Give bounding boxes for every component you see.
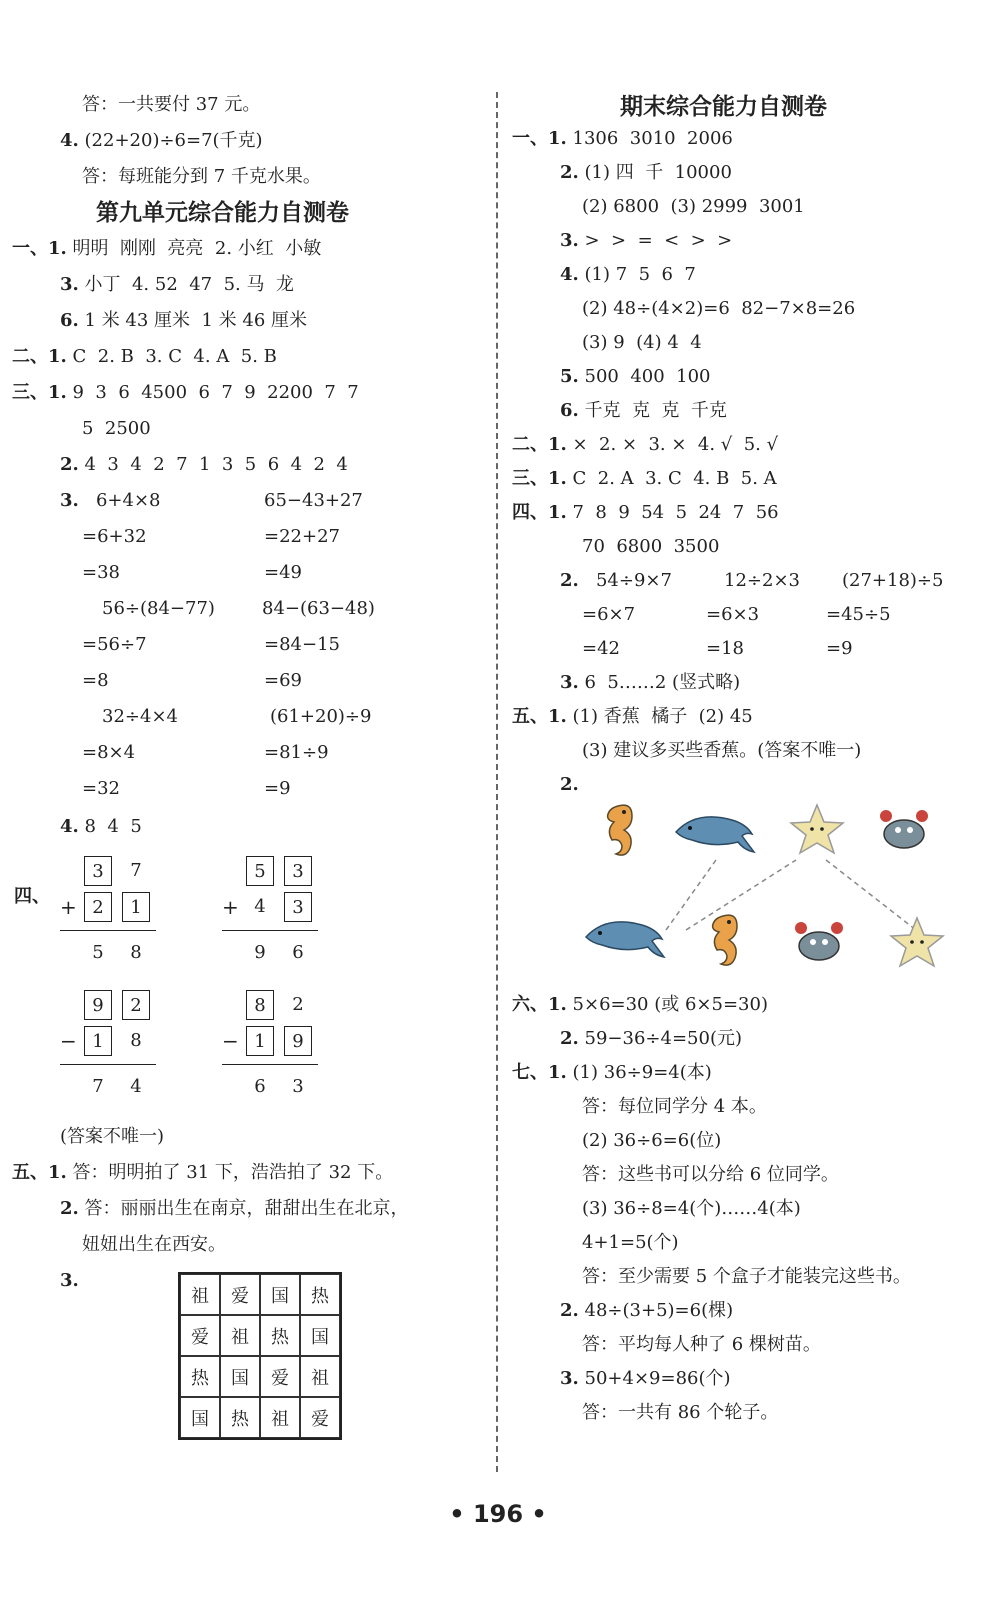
answer-text: =6×7 [582, 604, 636, 625]
question-number: 5. [560, 366, 579, 387]
answer-text: =84−15 [264, 634, 340, 655]
answer-line [60, 488, 161, 514]
vertical-problem [60, 990, 160, 1100]
answer-line [12, 236, 321, 262]
digit: 5 [92, 942, 104, 963]
answer-line [102, 704, 178, 730]
answer-line [12, 380, 359, 406]
answer-line [582, 330, 702, 356]
digit-box: 5 [246, 856, 274, 886]
answer-text: =56÷7 [82, 634, 147, 655]
answer-line [560, 262, 696, 288]
question-number: 2. [560, 1300, 579, 1321]
answer-text: (3) 建议多买些香蕉。(答案不唯一) [582, 740, 862, 761]
question-number: 四、1. [512, 502, 567, 523]
answer-text: 答：一共有 86 个轮子。 [582, 1402, 779, 1423]
answer-line [264, 488, 363, 514]
question-number: 七、1. [512, 1062, 567, 1083]
digit: 2 [292, 994, 304, 1015]
answer-text: 妞妞出生在西安。 [82, 1234, 226, 1255]
answer-line [582, 534, 719, 560]
digit-box: 1 [246, 1026, 274, 1056]
question-number: 六、1. [512, 994, 567, 1015]
answer-line [560, 1366, 731, 1392]
answer-line [826, 602, 891, 628]
question-number: 3. [560, 672, 579, 693]
answer-line [60, 452, 348, 478]
question-number: 2. [560, 774, 579, 795]
question-number: 二、1. [12, 346, 67, 367]
answer-line [582, 738, 861, 764]
digit: 4 [254, 896, 266, 917]
answer-text: 12÷2×3 [724, 570, 800, 591]
answer-text: =6+32 [82, 526, 147, 547]
unit9-test-title: 第九单元综合能力自测卷 [96, 200, 349, 226]
answer-text: =8×4 [82, 742, 136, 763]
answer-text: 32÷4×4 [102, 706, 178, 727]
grid-cell: 国 [180, 1397, 220, 1438]
answer-text: =18 [706, 638, 744, 659]
digit-box: 2 [84, 892, 112, 922]
answer-line [582, 1332, 821, 1358]
sum-line [60, 1064, 156, 1065]
question-number: 3. [60, 274, 79, 295]
answer-line [842, 568, 943, 594]
question-number: 二、1. [512, 434, 567, 455]
digit-box: 8 [246, 990, 274, 1020]
answer-text: 59−36÷4=50(元) [584, 1028, 742, 1049]
answer-text: > > = < > > [584, 230, 733, 251]
sum-line [222, 1064, 318, 1065]
answer-line [826, 636, 853, 662]
answer-text: 千克 克 克 千克 [584, 400, 727, 421]
answer-text: 答：每班能分到 7 千克水果。 [82, 166, 321, 187]
answer-text: 65−43+27 [264, 490, 363, 511]
answer-line [512, 126, 733, 152]
digit-box: 9 [84, 990, 112, 1020]
answer-text: =9 [826, 638, 853, 659]
question-number: 五、1. [12, 1162, 67, 1183]
answer-line [582, 636, 620, 662]
answer-text: 答：丽丽出生在南京，甜甜出生在北京， [84, 1198, 409, 1219]
digit-box: 3 [284, 856, 312, 886]
answer-line [82, 524, 147, 550]
answer-text: (3) 36÷8=4(个)……4(本) [582, 1198, 801, 1219]
sum-line [60, 930, 156, 931]
answer-line [582, 1400, 778, 1426]
answer-text: 500 400 100 [584, 366, 711, 387]
operator-sign: − [222, 1029, 239, 1053]
answer-line [582, 296, 855, 322]
answer-text: (1) 四 千 10000 [584, 162, 732, 183]
answer-line [582, 1196, 801, 1222]
question-number: 3. [60, 1270, 79, 1291]
grid-cell: 爱 [180, 1315, 220, 1356]
operator-sign: − [60, 1029, 77, 1053]
answer-line [560, 160, 732, 186]
crab-icon [880, 810, 928, 848]
answer-line [264, 776, 291, 802]
answer-text: C 2. B 3. C 4. A 5. B [72, 346, 277, 367]
answer-line [82, 560, 120, 586]
answer-text: (27+18)÷5 [842, 570, 944, 591]
answer-text: 答：一共要付 37 元。 [82, 94, 261, 115]
answer-line [60, 1268, 85, 1294]
answer-text: =8 [82, 670, 109, 691]
answer-line [82, 776, 120, 802]
answer-line [60, 128, 263, 154]
answer-text: 答：至少需要 5 个盒子才能装完这些书。 [582, 1266, 911, 1287]
answer-line [82, 632, 147, 658]
operator-sign: + [222, 895, 239, 919]
answer-text: 小丁 4. 52 47 5. 马 龙 [84, 274, 294, 295]
answer-line [60, 272, 294, 298]
digit: 9 [254, 942, 266, 963]
answer-line [14, 884, 56, 910]
operator-sign: + [60, 895, 77, 919]
digit: 7 [92, 1076, 104, 1097]
answer-text: 54÷9×7 [584, 570, 672, 591]
answer-line [512, 1060, 712, 1086]
dolphin-icon [676, 817, 754, 852]
answer-text: 9 3 6 4500 6 7 9 2200 7 7 [72, 382, 359, 403]
question-number: 四、 [14, 886, 50, 907]
answer-text: =22+27 [264, 526, 340, 547]
question-number: 3. [560, 230, 579, 251]
answer-line [512, 704, 753, 730]
answer-text: (22+20)÷6=7(千克) [84, 130, 263, 151]
answer-text: 5×6=30 (或 6×5=30) [572, 994, 768, 1015]
matching-lines [666, 860, 916, 930]
question-number: 三、1. [12, 382, 67, 403]
question-number: 4. [560, 264, 579, 285]
digit: 6 [254, 1076, 266, 1097]
answer-text: 答：明明拍了 31 下，浩浩拍了 32 下。 [72, 1162, 394, 1183]
dolphin-icon [586, 922, 664, 957]
answer-line [12, 1160, 393, 1186]
answer-text: 70 6800 3500 [582, 536, 720, 557]
answer-line [560, 670, 740, 696]
answer-line [12, 344, 277, 370]
answer-line [102, 596, 215, 622]
answer-line [582, 1162, 839, 1188]
vertical-problem [222, 856, 322, 966]
answer-text: =69 [264, 670, 302, 691]
answer-text: (1) 36÷9=4(本) [572, 1062, 712, 1083]
answer-text: 答：平均每人种了 6 棵树苗。 [582, 1334, 821, 1355]
answer-line [82, 1232, 226, 1258]
answer-text: (61+20)÷9 [270, 706, 372, 727]
seahorse-icon [608, 805, 632, 855]
question-number: 6. [60, 310, 79, 331]
digit: 8 [130, 942, 142, 963]
question-number: 2. [560, 162, 579, 183]
answer-line [264, 524, 340, 550]
answer-line [560, 228, 732, 254]
answer-text: =32 [82, 778, 120, 799]
grid-cell: 祖 [180, 1274, 220, 1315]
grid-cell: 国 [220, 1356, 260, 1397]
character-grid [178, 1272, 342, 1440]
answer-line [512, 432, 778, 458]
answer-text: 4 3 4 2 7 1 3 5 6 4 2 4 [84, 454, 348, 475]
answer-text: (2) 36÷6=6(位) [582, 1130, 722, 1151]
answer-line [512, 992, 768, 1018]
answer-text: 6+4×8 [84, 490, 161, 511]
answer-line [560, 1026, 742, 1052]
answer-line [582, 602, 635, 628]
answer-text: 8 4 5 [84, 816, 142, 837]
grid-cell: 热 [220, 1397, 260, 1438]
question-number: 2. [60, 1198, 79, 1219]
answer-line [582, 194, 805, 220]
answer-text: 50+4×9=86(个) [584, 1368, 731, 1389]
answer-text: 6 5……2 (竖式略) [584, 672, 741, 693]
question-number: 一、1. [12, 238, 67, 259]
answer-line [560, 1298, 733, 1324]
answer-line [560, 364, 711, 390]
crab-icon [795, 922, 843, 960]
question-number: 2. [60, 454, 79, 475]
answer-text: 56÷(84−77) [102, 598, 215, 619]
page-number: • 196 • [449, 1500, 547, 1528]
grid-cell: 祖 [260, 1397, 300, 1438]
answer-line [60, 1196, 409, 1222]
answer-text: 4+1=5(个) [582, 1232, 679, 1253]
digit-box: 3 [284, 892, 312, 922]
starfish-icon [891, 918, 943, 966]
question-number: 五、1. [512, 706, 567, 727]
answer-line [512, 500, 779, 526]
answer-line [60, 308, 307, 334]
digit: 4 [130, 1076, 142, 1097]
grid-cell: 国 [300, 1315, 340, 1356]
answer-line [264, 740, 329, 766]
digit: 6 [292, 942, 304, 963]
answer-text: =49 [264, 562, 302, 583]
answer-line [270, 704, 371, 730]
answer-line [706, 636, 744, 662]
grid-cell: 国 [260, 1274, 300, 1315]
question-number: 三、1. [512, 468, 567, 489]
answer-text: 1306 3010 2006 [572, 128, 733, 149]
answer-text: × 2. × 3. × 4. √ 5. √ [572, 434, 779, 455]
answer-text: 5 2500 [82, 418, 151, 439]
digit: 7 [130, 860, 142, 881]
column-divider [496, 92, 498, 1472]
grid-cell: 热 [300, 1274, 340, 1315]
question-number: 3. [60, 490, 79, 511]
answer-text: =38 [82, 562, 120, 583]
sum-line [222, 930, 318, 931]
answer-text: 1 米 43 厘米 1 米 46 厘米 [84, 310, 308, 331]
answer-text: (1) 香蕉 橘子 (2) 45 [572, 706, 753, 727]
answer-text: (2) 48÷(4×2)=6 82−7×8=26 [582, 298, 856, 319]
question-number: 4. [60, 130, 79, 151]
answer-line [560, 568, 672, 594]
digit: 3 [292, 1076, 304, 1097]
question-number: 4. [60, 816, 79, 837]
answer-text: 答：每位同学分 4 本。 [582, 1096, 767, 1117]
grid-cell: 热 [180, 1356, 220, 1397]
answer-text: (3) 9 (4) 4 4 [582, 332, 702, 353]
grid-cell: 爱 [220, 1274, 260, 1315]
answer-line [560, 398, 727, 424]
question-number: 一、1. [512, 128, 567, 149]
grid-cell: 爱 [300, 1397, 340, 1438]
starfish-icon [791, 805, 843, 853]
answer-line [582, 1264, 911, 1290]
answer-text: 84−(63−48) [262, 598, 375, 619]
digit: 8 [130, 1030, 142, 1051]
answer-line [724, 568, 800, 594]
seahorse-icon [713, 915, 737, 965]
digit-box: 1 [84, 1026, 112, 1056]
answer-text: =42 [582, 638, 620, 659]
matching-illustration [576, 790, 976, 980]
answer-line [262, 596, 375, 622]
answer-line [82, 92, 260, 118]
question-number: 2. [560, 1028, 579, 1049]
answer-text: 7 8 9 54 5 24 7 56 [572, 502, 779, 523]
digit-box: 9 [284, 1026, 312, 1056]
answer-line [582, 1094, 767, 1120]
digit-box: 1 [122, 892, 150, 922]
grid-cell: 祖 [220, 1315, 260, 1356]
answer-text: (2) 6800 (3) 2999 3001 [582, 196, 805, 217]
question-number: 2. [560, 570, 579, 591]
answer-text: =6×3 [706, 604, 760, 625]
answer-line [82, 668, 109, 694]
vertical-problem [222, 990, 322, 1100]
answer-line [82, 164, 321, 190]
grid-cell: 爱 [260, 1356, 300, 1397]
answer-line [264, 668, 302, 694]
answer-line [60, 814, 142, 840]
answer-text: 明明 刚刚 亮亮 2. 小红 小敏 [72, 238, 322, 259]
answer-text: 48÷(3+5)=6(棵) [584, 1300, 734, 1321]
answer-line [582, 1230, 679, 1256]
digit-box: 3 [84, 856, 112, 886]
answer-text: =9 [264, 778, 291, 799]
answer-line [264, 632, 340, 658]
answer-line [512, 466, 777, 492]
answer-line [82, 740, 135, 766]
answer-line [82, 416, 151, 442]
question-number: 3. [560, 1368, 579, 1389]
answer-line [706, 602, 759, 628]
answer-text: C 2. A 3. C 4. B 5. A [572, 468, 777, 489]
answer-text: (1) 7 5 6 7 [584, 264, 696, 285]
question-number: 6. [560, 400, 579, 421]
digit-box: 2 [122, 990, 150, 1020]
answer-line [60, 1124, 164, 1150]
answer-line [582, 1128, 721, 1154]
grid-cell: 祖 [300, 1356, 340, 1397]
answer-line [264, 560, 302, 586]
vertical-problem [60, 856, 160, 966]
answer-text: =45÷5 [826, 604, 891, 625]
final-test-title: 期末综合能力自测卷 [620, 94, 827, 120]
page-number-value: 196 [472, 1500, 524, 1528]
answer-text: =81÷9 [264, 742, 329, 763]
answer-text: (答案不唯一) [60, 1126, 165, 1147]
answer-text: 答：这些书可以分给 6 位同学。 [582, 1164, 839, 1185]
grid-cell: 热 [260, 1315, 300, 1356]
